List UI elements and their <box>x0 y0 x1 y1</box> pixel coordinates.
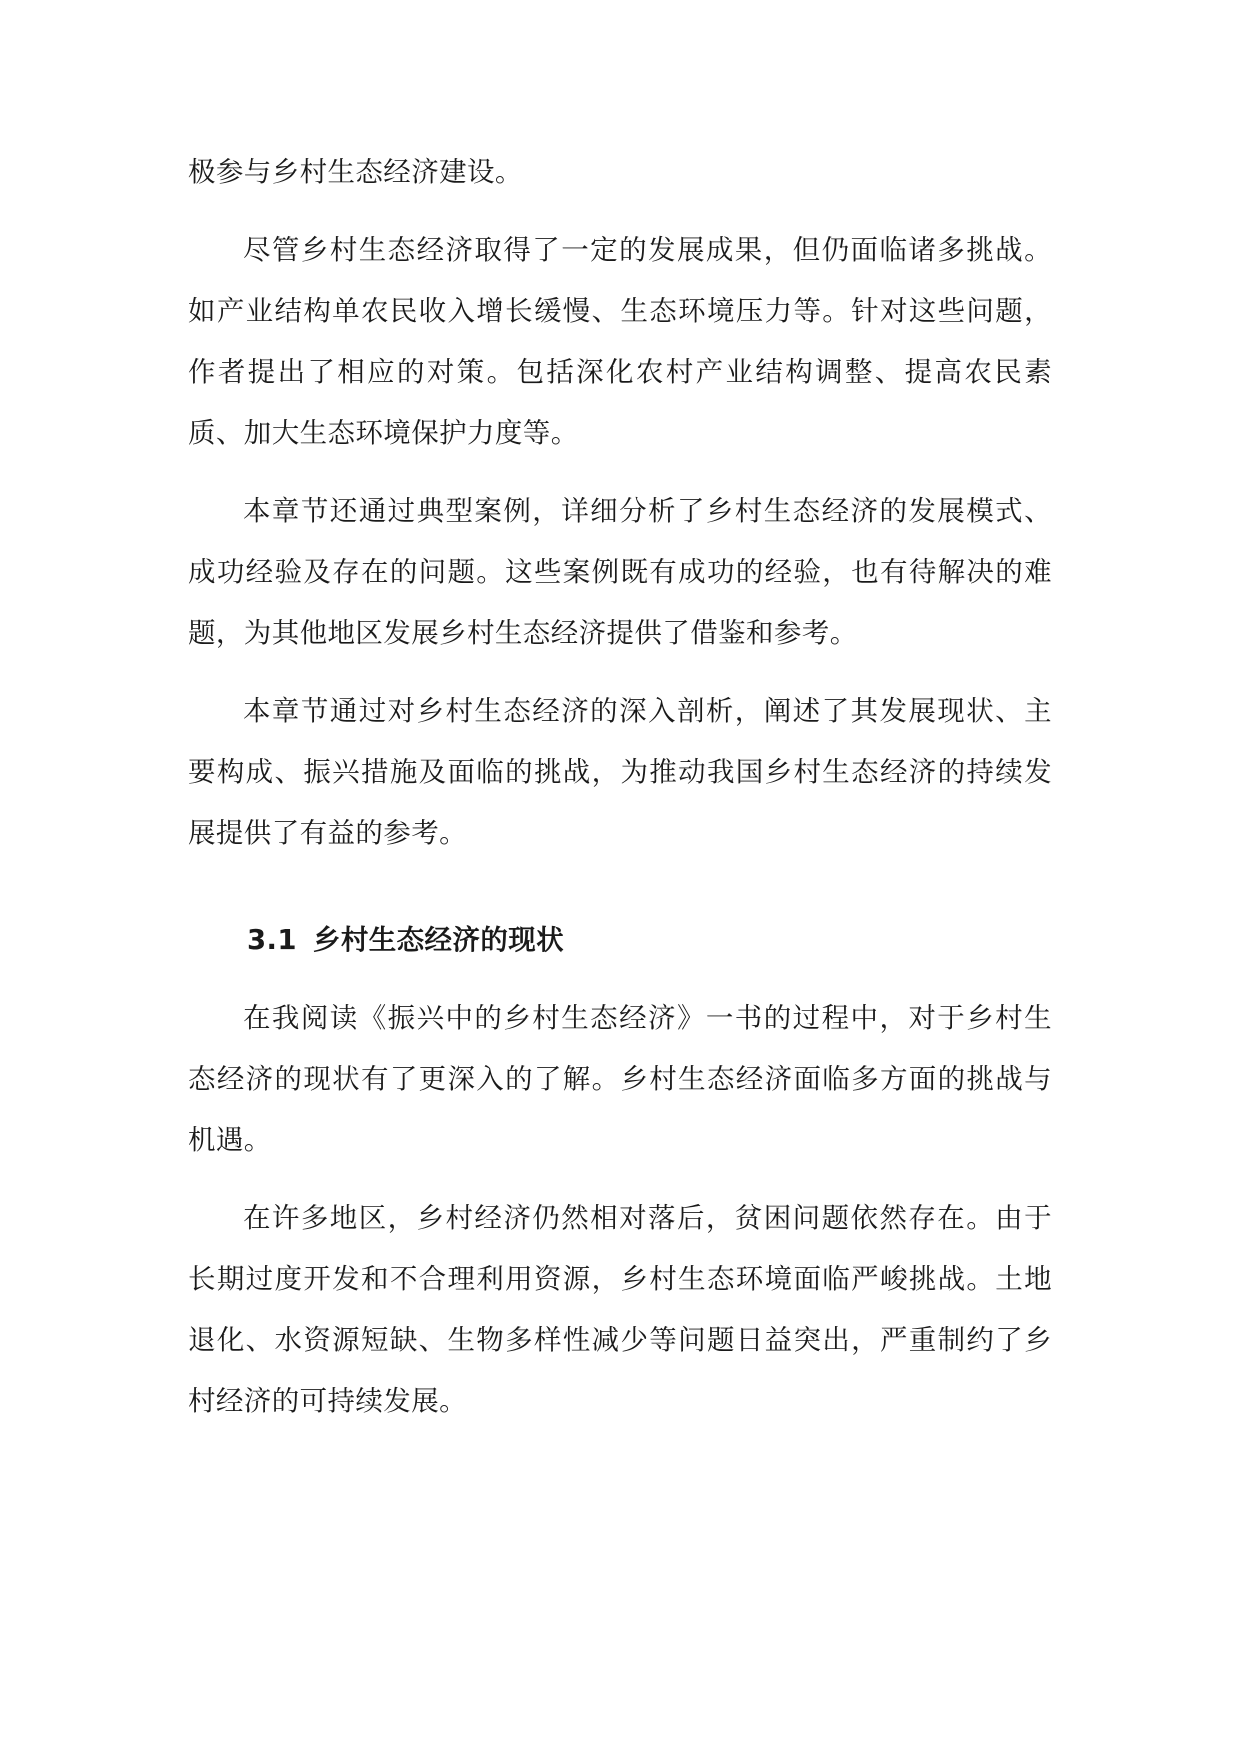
paragraph-challenges: 尽管乡村生态经济取得了一定的发展成果，但仍面临诸多挑战。如产业结构单农民收入增长缓慢、生态环境压力等。针对这些问题，作者提出了相应的对策。包括深化农村产业结构调整、提高农民素质、加大生态环境保护力度等。 <box>188 234 1052 449</box>
paragraph-chapter-summary: 本章节通过对乡村生态经济的深入剖析，阐述了其发展现状、主要构成、振兴措施及面临的挑战，为推动我国乡村生态经济的持续发展提供了有益的参考。 <box>188 695 1052 849</box>
paragraph-continuation: 极参与乡村生态经济建设。 <box>188 156 523 188</box>
section-heading <box>188 910 1052 971</box>
section-number: 3.1 <box>247 924 297 956</box>
paragraph-current-problems: 在许多地区，乡村经济仍然相对落后，贫困问题依然存在。由于长期过度开发和不合理利用资源，乡村生态环境面临严峻挑战。土地退化、水资源短缺、生物多样性减少等问题日益突出，严重制约了乡村经济的可持续发展。 <box>188 1202 1052 1417</box>
paragraph-case-studies: 本章节还通过典型案例，详细分析了乡村生态经济的发展模式、成功经验及存在的问题。这些案例既有成功的经验，也有待解决的难题，为其他地区发展乡村生态经济提供了借鉴和参考。 <box>188 495 1052 649</box>
paragraph-reading-intro: 在我阅读《振兴中的乡村生态经济》一书的过程中，对于乡村生态经济的现状有了更深入的了解。乡村生态经济面临多方面的挑战与机遇。 <box>188 1002 1052 1156</box>
section-title: 乡村生态经济的现状 <box>312 924 565 956</box>
document-body <box>188 142 1052 1449</box>
